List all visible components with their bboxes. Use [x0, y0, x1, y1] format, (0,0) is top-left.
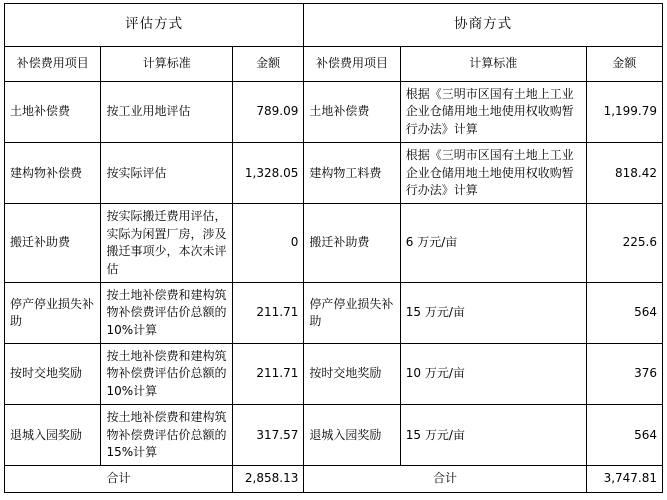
table-row: [5, 344, 663, 405]
cell-right-item: 建构物工料费: [304, 143, 400, 204]
table-row: [5, 282, 663, 343]
cell-right-standard: 根据《三明市区国有土地上工业企业仓储用地土地使用权收购暂行办法》计算: [400, 143, 586, 204]
column-header-left-item: 补偿费用项目: [5, 47, 101, 82]
cell-right-standard: 根据《三明市区国有土地上工业企业仓储用地土地使用权收购暂行办法》计算: [400, 82, 586, 143]
column-header-left-amount: 金额: [233, 47, 304, 82]
cell-left-standard: 按工业用地评估: [101, 82, 233, 143]
cell-left-standard: 按土地补偿费和建构筑物补偿费评估价总额的 10%计算: [101, 344, 233, 405]
column-header-right-item: 补偿费用项目: [304, 47, 400, 82]
compensation-comparison-table: [4, 3, 663, 493]
cell-left-item: 土地补偿费: [5, 82, 101, 143]
cell-right-total-label: 合计: [304, 466, 586, 492]
cell-right-item: 停产停业损失补助: [304, 282, 400, 343]
group-header-negotiation: 协商方式: [304, 4, 663, 47]
cell-right-standard: 15 万元/亩: [400, 405, 586, 466]
cell-left-item: 按时交地奖励: [5, 344, 101, 405]
cell-left-item: 停产停业损失补助: [5, 282, 101, 343]
cell-left-standard: 按土地补偿费和建构筑物补偿费评估价总额的 15%计算: [101, 405, 233, 466]
cell-left-total-label: 合计: [5, 466, 233, 492]
group-header-appraisal: 评估方式: [5, 4, 304, 47]
cell-left-item: 搬迁补助费: [5, 204, 101, 283]
cell-right-standard: 10 万元/亩: [400, 344, 586, 405]
cell-right-amount: 1,199.79: [586, 82, 662, 143]
cell-left-amount: 789.09: [233, 82, 304, 143]
cell-left-amount: 211.71: [233, 344, 304, 405]
cell-right-item: 退城入园奖励: [304, 405, 400, 466]
cell-left-amount: 1,328.05: [233, 143, 304, 204]
cell-right-amount: 376: [586, 344, 662, 405]
column-header-right-standard: 计算标准: [400, 47, 586, 82]
table-total-row: [5, 466, 663, 492]
table-row: [5, 405, 663, 466]
cell-right-amount: 564: [586, 405, 662, 466]
cell-right-item: 按时交地奖励: [304, 344, 400, 405]
cell-left-amount: 0: [233, 204, 304, 283]
cell-left-standard: 按实际评估: [101, 143, 233, 204]
cell-right-amount: 818.42: [586, 143, 662, 204]
cell-left-standard: 按实际搬迁费用评估，实际为闲置厂房，涉及搬迁事项少，本次未评估: [101, 204, 233, 283]
table-row: [5, 204, 663, 283]
cell-left-item: 建构物补偿费: [5, 143, 101, 204]
cell-left-item: 退城入园奖励: [5, 405, 101, 466]
document-page: [0, 3, 667, 500]
column-header-left-standard: 计算标准: [101, 47, 233, 82]
table-column-header-row: [5, 47, 663, 82]
cell-left-amount: 317.57: [233, 405, 304, 466]
cell-right-amount: 564: [586, 282, 662, 343]
cell-right-standard: 6 万元/亩: [400, 204, 586, 283]
cell-right-amount: 225.6: [586, 204, 662, 283]
cell-right-item: 土地补偿费: [304, 82, 400, 143]
cell-right-total-amount: 3,747.81: [586, 466, 662, 492]
cell-left-standard: 按土地补偿费和建构筑物补偿费评估价总额的 10%计算: [101, 282, 233, 343]
table-group-header-row: [5, 4, 663, 47]
cell-right-standard: 15 万元/亩: [400, 282, 586, 343]
table-row: [5, 143, 663, 204]
table-row: [5, 82, 663, 143]
cell-left-total-amount: 2,858.13: [233, 466, 304, 492]
cell-right-item: 搬迁补助费: [304, 204, 400, 283]
cell-left-amount: 211.71: [233, 282, 304, 343]
column-header-right-amount: 金额: [586, 47, 662, 82]
